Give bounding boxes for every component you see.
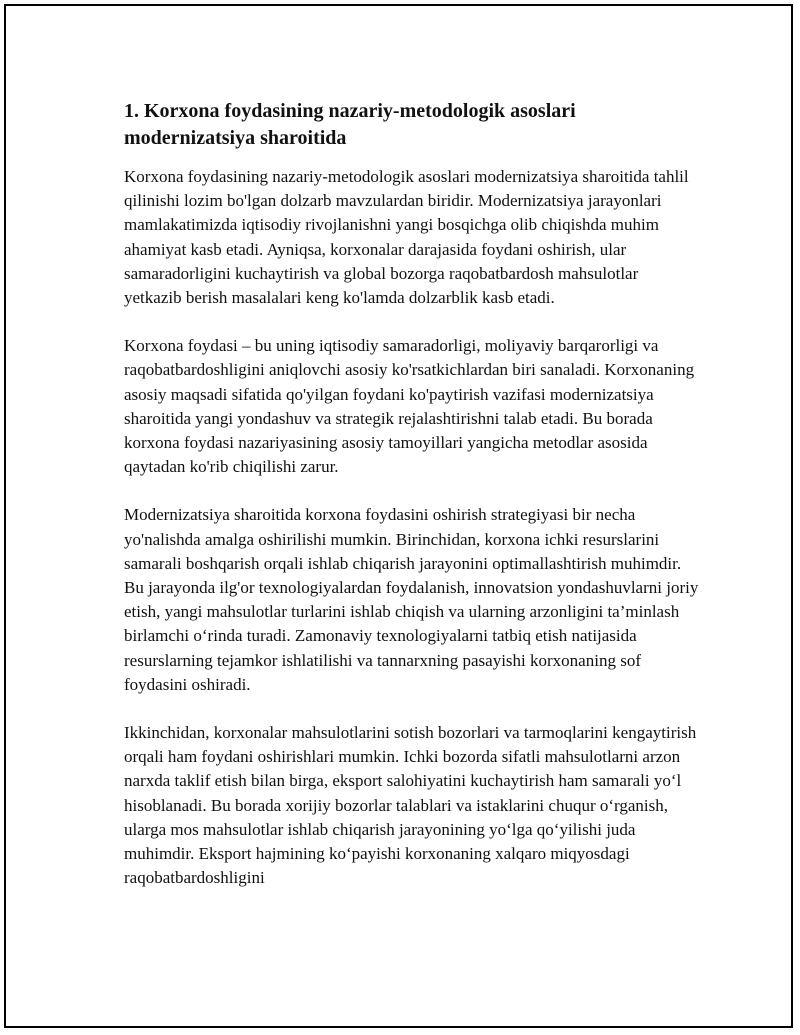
section-heading: 1. Korxona foydasining nazariy-metodologik asoslari modernizatsiya sharoitida xyxy=(124,100,576,149)
paragraph-2: Korxona foydasi – bu uning iqtisodiy samaradorligi, moliyaviy barqarorligi va raqobatbardoshligini aniqlovchi asosiy ko'rsatkichlardan biri sanaladi. Korxonaning asosiy maqsadi sifatida qo'yilgan foydani ko'paytirish vazifasi modernizatsiya sharoitida yangi yondashuv va strategik rejalashtirishni talab etadi. Bu borada korxona foydasi nazariyasining asosiy tamoyillari yangicha metodlar asosida qaytadan ko'rib chiqilishi zarur. xyxy=(124,336,695,477)
page-frame xyxy=(4,4,793,1028)
paragraph-1: Korxona foydasining nazariy-metodologik asoslari modernizatsiya sharoitida tahlil qilinishi lozim bo'lgan dolzarb mavzulardan biridir. Modernizatsiya jarayonlari mamlakatimizda iqtisodiy rivojlanishni yangi bosqichga olib chiqishda muhim ahamiyat kasb etadi. Ayniqsa, korxonalar darajasida foydani oshirish, ular samaradorligini kuchaytirish va global bozorga raqobatbardosh mahsulotlar yetkazib berish masalalari keng ko'lamda dolzarblik kasb etadi. xyxy=(124,167,689,308)
document-body xyxy=(124,98,699,914)
paragraph-3: Modernizatsiya sharoitida korxona foydasini oshirish strategiyasi bir necha yo'nalishda amalga oshirilishi mumkin. Birinchidan, korxona ichki resurslarini samarali boshqarish orqali ishlab chiqarish jarayonini optimallashtirish muhimdir. Bu jarayonda ilg'or texnologiyalardan foydalanish, innovatsion yondashuvlarni joriy etish, yangi mahsulotlar turlarini ishlab chiqish va ularning arzonligini ta’minlash birlamchi o‘rinda turadi. Zamonaviy texnologiyalarni tatbiq etish natijasida resurslarning tejamkor ishlatilishi va tannarxning pasayishi korxonaning sof foydasini oshiradi. xyxy=(124,505,699,694)
paragraph-4: Ikkinchidan, korxonalar mahsulotlarini sotish bozorlari va tarmoqlarini kengaytirish orqali ham foydani oshirishlari mumkin. Ichki bozorda sifatli mahsulotlarni arzon narxda taklif etish bilan birga, eksport salohiyatini kuchaytirish ham samarali yo‘l hisoblanadi. Bu borada xorijiy bozorlar talablari va istaklarini chuqur o‘rganish, ularga mos mahsulotlar ishlab chiqarish jarayonining yo‘lga qo‘yilishi juda muhimdir. Eksport hajmining ko‘payishi korxonaning xalqaro miqyosdagi raqobatbardoshligini xyxy=(124,723,697,888)
